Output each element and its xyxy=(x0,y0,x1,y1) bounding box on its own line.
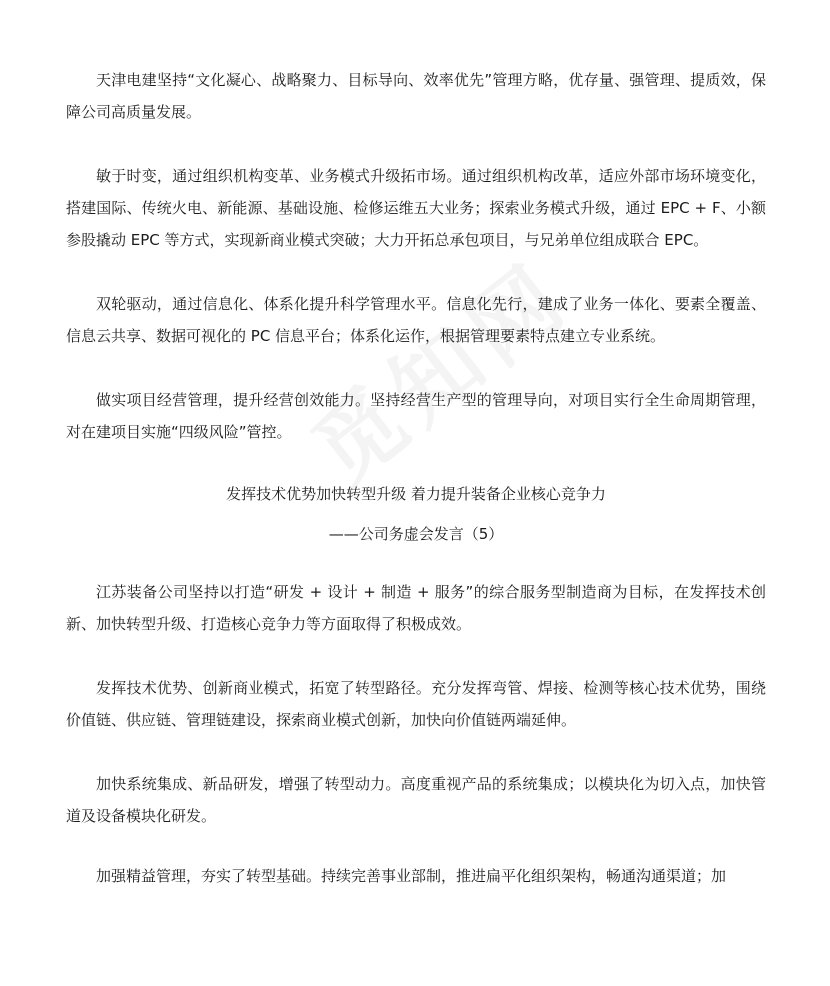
paragraph-project-management: 做实项目经营管理，提升经营创效能力。坚持经营生产型的管理导向，对项目实行全生命周期管理，对在建项目实施“四级风险”管控。 xyxy=(66,391,766,441)
paragraph-organization-reform: 敏于时变，通过组织机构变革、业务模式升级拓市场。通过组织机构改革，适应外部市场环境变化，搭建国际、传统火电、新能源、基础设施、检修运维五大业务；探索业务模式升级，通过 EPC + F、小额参股撬动 EPC 等方式，实现新商业模式突破；大力开拓总承包项目，与兄弟单位组成联合 EPC。 xyxy=(66,167,766,249)
paragraph-system-integration: 加快系统集成、新品研发，增强了转型动力。高度重视产品的系统集成；以模块化为切入点，加快管道及设备模块化研发。 xyxy=(66,775,766,825)
section-subtitle: ——公司务虚会发言（5） xyxy=(328,525,504,543)
paragraph-jiangsu-intro: 江苏装备公司坚持以打造“研发 + 设计 + 制造 + 服务”的综合服务型制造商为目标，在发挥技术创新、加快转型升级、打造核心竞争力等方面取得了积极成效。 xyxy=(66,583,766,633)
paragraph-tianjin-intro: 天津电建坚持“文化凝心、战略聚力、目标导向、效率优先”管理方略，优存量、强管理、提质效，保障公司高质量发展。 xyxy=(66,71,766,121)
paragraph-dual-drive: 双轮驱动，通过信息化、体系化提升科学管理水平。信息化先行，建成了业务一体化、要素全覆盖、信息云共享、数据可视化的 PC 信息平台；体系化运作，根据管理要素特点建立专业系统。 xyxy=(66,295,766,345)
paragraph-lean-management: 加强精益管理，夯实了转型基础。持续完善事业部制，推进扁平化组织架构，畅通沟通渠道；加 xyxy=(96,867,727,885)
section-title: 发挥技术优势加快转型升级 着力提升装备企业核心竞争力 xyxy=(226,485,606,503)
paragraph-technical-advantage: 发挥技术优势、创新商业模式，拓宽了转型路径。充分发挥弯管、焊接、检测等核心技术优势，围绕价值链、供应链、管理链建设，探索商业模式创新，加快向价值链两端延伸。 xyxy=(66,679,766,729)
